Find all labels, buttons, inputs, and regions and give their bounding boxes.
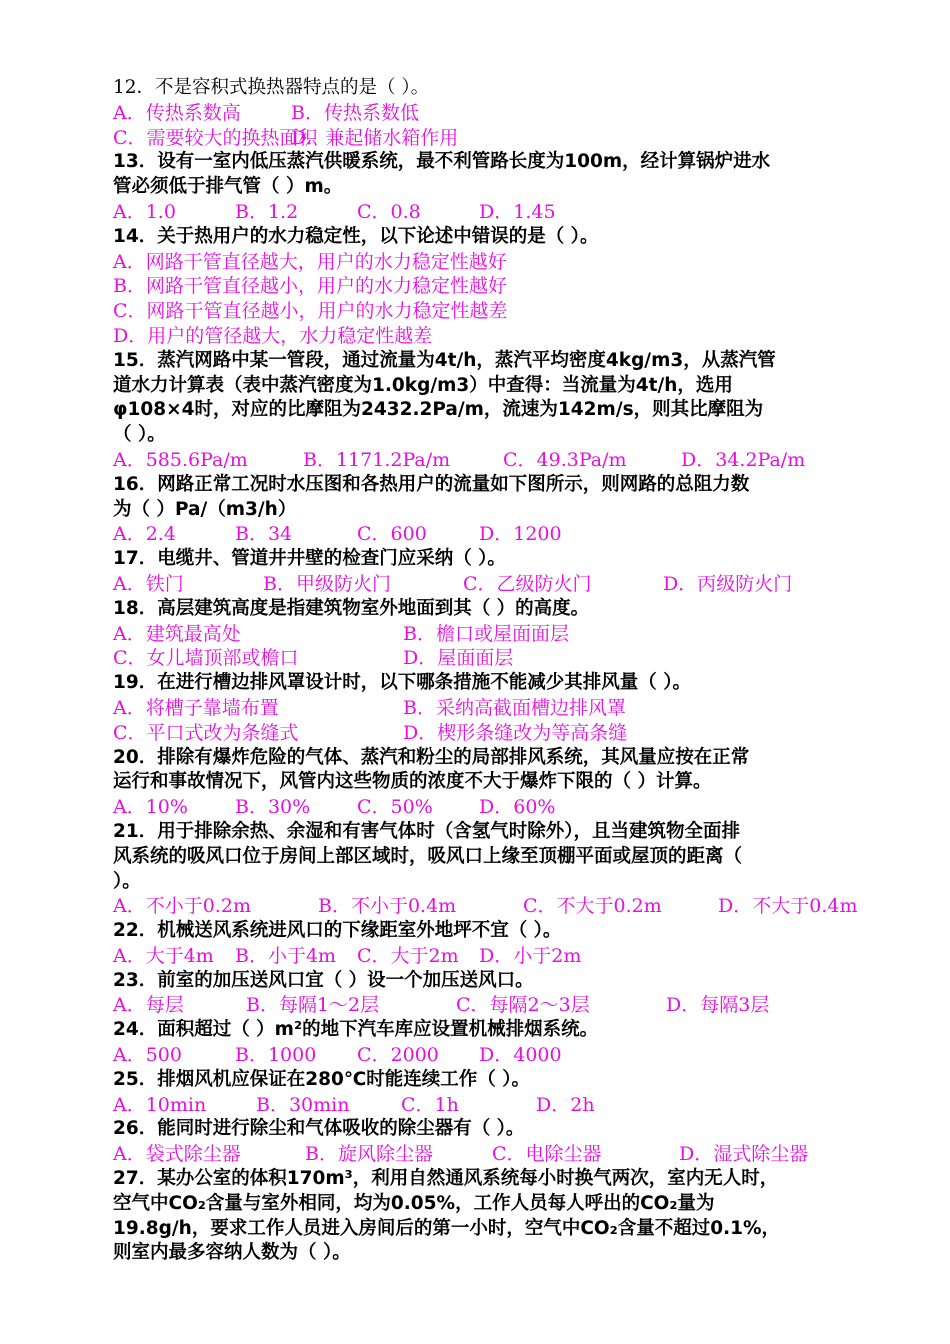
answer-option[interactable]: B．1000 xyxy=(235,1044,317,1067)
answer-option[interactable]: D．1200 xyxy=(479,523,562,546)
answer-option[interactable]: D．丙级防火门 xyxy=(663,572,793,595)
answer-option[interactable]: D．60% xyxy=(479,796,556,819)
answer-option[interactable]: D．4000 xyxy=(479,1044,562,1067)
question-text: ）。 xyxy=(113,870,141,892)
question-text: 26．能同时进行除尘和气体吸收的除尘器有（ ）。 xyxy=(113,1118,525,1140)
answer-option[interactable]: C．0.8 xyxy=(357,200,421,223)
question-text: φ108×4时，对应的比摩阻为2432.2Pa/m，流速为142m/s，则其比摩阻为 xyxy=(113,399,764,421)
answer-option[interactable]: A．建筑最高处 xyxy=(113,622,241,645)
option-row xyxy=(113,1142,903,1167)
option-row xyxy=(113,126,903,151)
question-text: 24．面积超过（ ）m²的地下汽车库应设置机械排烟系统。 xyxy=(113,1019,599,1041)
answer-option[interactable]: D．每隔3层 xyxy=(666,994,770,1017)
option-row xyxy=(113,944,903,969)
answer-option[interactable]: D．小于2m xyxy=(479,944,582,967)
question-text: 管必须低于排气管（ ）m。 xyxy=(113,176,343,198)
answer-option[interactable]: D．1.45 xyxy=(479,200,556,223)
answer-option[interactable]: A．网路干管直径越大，用户的水力稳定性越好 xyxy=(113,250,507,273)
question-text: 18．高层建筑高度是指建筑物室外地面到其（ ）的高度。 xyxy=(113,597,590,619)
question-text: 23．前室的加压送风口宜（ ）设一个加压送风口。 xyxy=(113,969,534,991)
answer-option[interactable]: C．600 xyxy=(357,523,427,546)
answer-option[interactable]: D．楔形条缝改为等高条缝 xyxy=(403,721,628,744)
answer-option[interactable]: B．30min xyxy=(256,1093,350,1116)
question-text: 22．机械送风系统进风口的下缘距室外地坪不宜（ ）。 xyxy=(113,920,562,942)
answer-option[interactable]: A．每层 xyxy=(113,994,184,1017)
option-row xyxy=(113,646,903,671)
answer-option[interactable]: B．采纳高截面槽边排风罩 xyxy=(403,696,626,719)
question-text: 14．关于热用户的水力稳定性，以下论述中错误的是（ ）。 xyxy=(113,225,599,247)
question-text: 12．不是容积式换热器特点的是（ ）。 xyxy=(113,77,430,98)
exam-page xyxy=(113,76,903,1266)
answer-option[interactable]: A．585.6Pa/m xyxy=(113,448,248,471)
answer-option[interactable]: B．小于4m xyxy=(235,944,337,967)
answer-option[interactable]: C．电除尘器 xyxy=(492,1143,602,1166)
option-row xyxy=(113,622,903,647)
answer-option[interactable]: B．甲级防火门 xyxy=(263,572,391,595)
answer-option[interactable]: B．网路干管直径越小，用户的水力稳定性越好 xyxy=(113,275,507,298)
answer-option[interactable]: B．1171.2Pa/m xyxy=(303,448,451,471)
question-text: 16．网路正常工况时水压图和各热用户的流量如下图所示，则网路的总阻力数 xyxy=(113,473,750,495)
question-text: 运行和事故情况下，风管内这些物质的浓度不大于爆炸下限的（ ）计算。 xyxy=(113,771,712,793)
question-text: 则室内最多容纳人数为（ ）。 xyxy=(113,1242,351,1264)
option-row xyxy=(113,721,903,746)
answer-option[interactable]: C．需要较大的换热面积 xyxy=(113,126,318,149)
answer-option[interactable]: D．不大于0.4m xyxy=(718,895,858,918)
option-row xyxy=(113,250,903,275)
option-row xyxy=(113,1043,903,1068)
answer-option[interactable]: A．大于4m xyxy=(113,944,214,967)
answer-option[interactable]: A．将槽子靠墙布置 xyxy=(113,696,279,719)
answer-option[interactable]: D．兼起储水箱作用 xyxy=(291,126,459,149)
answer-option[interactable]: A．袋式除尘器 xyxy=(113,1143,241,1166)
answer-option[interactable]: C．女儿墙顶部或檐口 xyxy=(113,647,299,670)
answer-option[interactable]: C．平口式改为条缝式 xyxy=(113,721,299,744)
question-text: 为（ ）Pa/（m3/h） xyxy=(113,498,297,520)
option-row xyxy=(113,795,903,820)
answer-option[interactable]: C．49.3Pa/m xyxy=(503,448,627,471)
answer-option[interactable]: B．传热系数低 xyxy=(291,101,419,124)
option-row xyxy=(113,993,903,1018)
answer-option[interactable]: D．屋面面层 xyxy=(403,647,514,670)
answer-option[interactable]: A．2.4 xyxy=(113,523,176,546)
answer-option[interactable]: D．34.2Pa/m xyxy=(681,448,806,471)
option-row xyxy=(113,200,903,225)
answer-option[interactable]: C．不大于0.2m xyxy=(523,895,662,918)
answer-option[interactable]: B．檐口或屋面面层 xyxy=(403,622,569,645)
answer-option[interactable]: B．30% xyxy=(235,796,311,819)
answer-option[interactable]: B．不小于0.4m xyxy=(318,895,457,918)
answer-option[interactable]: B．34 xyxy=(235,523,293,546)
option-row xyxy=(113,522,903,547)
option-row xyxy=(113,572,903,597)
answer-option[interactable]: D．2h xyxy=(536,1093,595,1116)
option-row xyxy=(113,101,903,126)
question-text: 道水力计算表（表中蒸汽密度为1.0kg/m3）中查得：当流量为4t/h，选用 xyxy=(113,374,733,396)
question-text: 21．用于排除余热、余湿和有害气体时（含氢气时除外），且当建筑物全面排 xyxy=(113,820,740,842)
answer-option[interactable]: A．1.0 xyxy=(113,200,176,223)
option-row xyxy=(113,696,903,721)
answer-option[interactable]: C．每隔2～3层 xyxy=(456,994,590,1017)
option-row xyxy=(113,274,903,299)
answer-option[interactable]: C．2000 xyxy=(357,1044,439,1067)
answer-option[interactable]: C．乙级防火门 xyxy=(463,572,592,595)
question-text: 空气中CO₂含量与室外相同，均为0.05%，工作人员每人呼出的CO₂量为 xyxy=(113,1192,715,1214)
answer-option[interactable]: B．旋风除尘器 xyxy=(305,1143,433,1166)
answer-option[interactable]: A．不小于0.2m xyxy=(113,895,251,918)
question-text: （ ）。 xyxy=(113,424,166,446)
question-text: 27．某办公室的体积170m³，利用自然通风系统每小时换气两次，室内无人时， xyxy=(113,1168,779,1190)
answer-option[interactable]: B．每隔1～2层 xyxy=(246,994,380,1017)
answer-option[interactable]: C．1h xyxy=(401,1093,459,1116)
question-text: 13．设有一室内低压蒸汽供暖系统，最不利管路长度为100m，经计算锅炉进水 xyxy=(113,151,771,173)
answer-option[interactable]: C．50% xyxy=(357,796,433,819)
answer-option[interactable]: A．10min xyxy=(113,1093,207,1116)
option-row xyxy=(113,324,903,349)
question-text: 25．排烟风机应保证在280℃时能连续工作（ ）。 xyxy=(113,1068,530,1090)
question-text: 15．蒸汽网路中某一管段，通过流量为4t/h，蒸汽平均密度4kg/m3，从蒸汽管 xyxy=(113,349,776,371)
option-row xyxy=(113,894,903,919)
answer-option[interactable]: B．1.2 xyxy=(235,200,299,223)
answer-option[interactable]: C．网路干管直径越小，用户的水力稳定性越差 xyxy=(113,300,508,323)
answer-option[interactable]: A．铁门 xyxy=(113,572,184,595)
answer-option[interactable]: D．用户的管径越大，水力稳定性越差 xyxy=(113,324,433,347)
question-text: 20．排除有爆炸危险的气体、蒸汽和粉尘的局部排风系统，其风量应按在正常 xyxy=(113,746,750,768)
option-row xyxy=(113,299,903,324)
question-text: 19.8g/h，要求工作人员进入房间后的第一小时，空气中CO₂含量不超过0.1%， xyxy=(113,1217,781,1239)
answer-option[interactable]: A．传热系数高 xyxy=(113,101,241,124)
answer-option[interactable]: C．大于2m xyxy=(357,944,459,967)
option-row xyxy=(113,448,903,473)
answer-option[interactable]: D．湿式除尘器 xyxy=(679,1143,809,1166)
question-text: 17．电缆井、管道井井壁的检查门应采纳（ ）。 xyxy=(113,548,506,570)
answer-option[interactable]: A．500 xyxy=(113,1044,182,1067)
option-row xyxy=(113,1093,903,1118)
question-text: 风系统的吸风口位于房间上部区域时，吸风口上缘至顶棚平面或屋顶的距离（ xyxy=(113,845,743,867)
answer-option[interactable]: A．10% xyxy=(113,796,188,819)
question-text: 19．在进行槽边排风罩设计时，以下哪条措施不能减少其排风量（ ）。 xyxy=(113,672,691,694)
